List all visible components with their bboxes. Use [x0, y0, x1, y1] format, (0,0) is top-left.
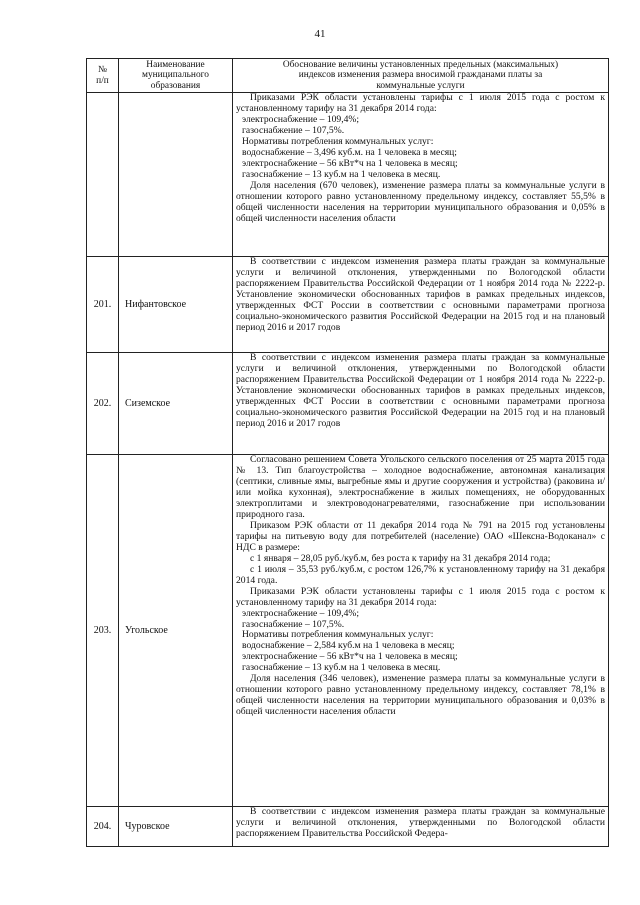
municipality-name: Нифантовское	[119, 257, 233, 353]
basis-paragraph: Нормативы потребления коммунальных услуг:	[242, 136, 434, 148]
row-number: 203.	[87, 455, 119, 807]
tariff-table	[86, 58, 609, 847]
header-name: Наименование муниципального образования	[119, 59, 233, 93]
basis-paragraph: Согласовано решением Совета Угольского сельского поселения от 25 марта 2015 года № 13. Тип благоустройства – холодное водоснабжение, автономная канализация (септики, сливные ямы, выгребные ямы и другие сооружения и устройства) (раковина и/или мойка кухонная), электроснабжение в жилых помещениях, не оборудованных электроплитами и электроводонагревателями, газоснабжение при использовании природного газа.	[236, 455, 605, 520]
row-number: 201.	[87, 257, 119, 353]
basis-text	[233, 807, 609, 847]
table-row	[87, 455, 609, 807]
basis-paragraph: газоснабжение – 107,5%.	[242, 125, 345, 137]
basis-paragraph: водоснабжение – 3,496 куб.м. на 1 человека в месяц;	[242, 146, 457, 158]
header-basis: Обоснование величины установленных предельных (максимальных) индексов изменения размера вносимой гражданами платы за коммунальные услуги	[233, 59, 609, 93]
municipality-name: Чуровское	[119, 807, 233, 847]
basis-paragraph: электроснабжение – 109,4%;	[242, 607, 360, 619]
row-number: 202.	[87, 353, 119, 455]
basis-paragraph: В соответствии с индексом изменения размера платы граждан за коммунальные услуги и величиной отклонения, утвержденными по Вологодской области распоряжением Правительства Российской Федерации от 1 ноября 2014 года № 2222-р. Установление экономически обоснованных тарифов в рамках предельных индексов, утвержденных ФСТ России в соответствии с основными параметрами прогноза социально-экономического развития Российской Федерации на 2015 год и на плановый период 2016 и 2017 годов	[236, 257, 605, 333]
basis-paragraph: газоснабжение – 13 куб.м на 1 человека в месяц.	[242, 662, 441, 674]
basis-paragraph: В соответствии с индексом изменения размера платы граждан за коммунальные услуги и величиной отклонения, утвержденными по Вологодской области распоряжением Правительства Российской Федера-	[236, 807, 605, 840]
basis-paragraph: Доля населения (346 человек), изменение размера платы за коммунальные услуги в отношении которого равно установленному предельному индексу, составляет 78,1% в общей численности населения на территории муниципального образования и 0,03% в общей численности населения области	[236, 673, 605, 718]
table-row	[87, 807, 609, 847]
basis-paragraph: водоснабжение – 2,584 куб.м на 1 человека в месяц;	[242, 640, 455, 652]
table-row	[87, 93, 609, 257]
basis-text	[233, 93, 609, 257]
basis-paragraph: Приказами РЭК области установлены тарифы с 1 июля 2015 года с ростом к установленному тарифу на 31 декабря 2014 года:	[236, 93, 605, 115]
basis-paragraph: электроснабжение – 56 кВт*ч на 1 человека в месяц;	[242, 157, 458, 169]
basis-paragraph: Нормативы потребления коммунальных услуг:	[242, 629, 434, 641]
municipality-name	[119, 93, 233, 257]
row-number	[87, 93, 119, 257]
page-number: 41	[314, 28, 326, 40]
basis-paragraph: газоснабжение – 107,5%.	[242, 618, 345, 630]
basis-text	[233, 353, 609, 455]
header-num: № п/п	[87, 59, 119, 93]
basis-paragraph: электроснабжение – 109,4%;	[242, 114, 360, 126]
basis-paragraph: Приказами РЭК области установлены тарифы с 1 июля 2015 года с ростом к установленному тарифу на 31 декабря 2014 года:	[236, 585, 605, 608]
basis-paragraph: электроснабжение – 56 кВт*ч на 1 человека в месяц;	[242, 651, 458, 663]
basis-paragraph: В соответствии с индексом изменения размера платы граждан за коммунальные услуги и величиной отклонения, утвержденными по Вологодской области распоряжением Правительства Российской Федерации от 1 ноября 2014 года № 2222-р. Установление экономически обоснованных тарифов в рамках предельных индексов, утвержденных ФСТ России в соответствии с основными параметрами прогноза социально-экономического развития Российской Федерации на 2015 год и на плановый период 2016 и 2017 годов	[236, 353, 605, 429]
table-row	[87, 353, 609, 455]
row-number: 204.	[87, 807, 119, 847]
basis-text	[233, 257, 609, 353]
municipality-name: Угольское	[119, 455, 233, 807]
table-header	[87, 59, 609, 93]
basis-text	[233, 455, 609, 807]
basis-paragraph: с 1 июля – 35,53 руб./куб.м, с ростом 126,7% к установленному тарифу на 31 декабря 2014 года.	[236, 563, 605, 586]
basis-paragraph: Доля населения (670 человек), изменение размера платы за коммунальные услуги в отношении которого равно установленному предельному индексу, составляет 55,5% в общей численности населения на территории муниципального образования и 0,05% в общей численности населения области	[236, 179, 605, 224]
basis-paragraph: с 1 января – 28,05 руб./куб.м, без роста к тарифу на 31 декабря 2014 года;	[250, 552, 551, 564]
basis-paragraph: газоснабжение – 13 куб.м на 1 человека в месяц.	[242, 168, 441, 180]
basis-paragraph: Приказом РЭК области от 11 декабря 2014 года № 791 на 2015 год установлены тарифы на питьевую воду для потребителей (население) ОАО «Шексна-Водоканал» с НДС в размере:	[236, 519, 605, 553]
table-row	[87, 257, 609, 353]
municipality-name: Сиземское	[119, 353, 233, 455]
